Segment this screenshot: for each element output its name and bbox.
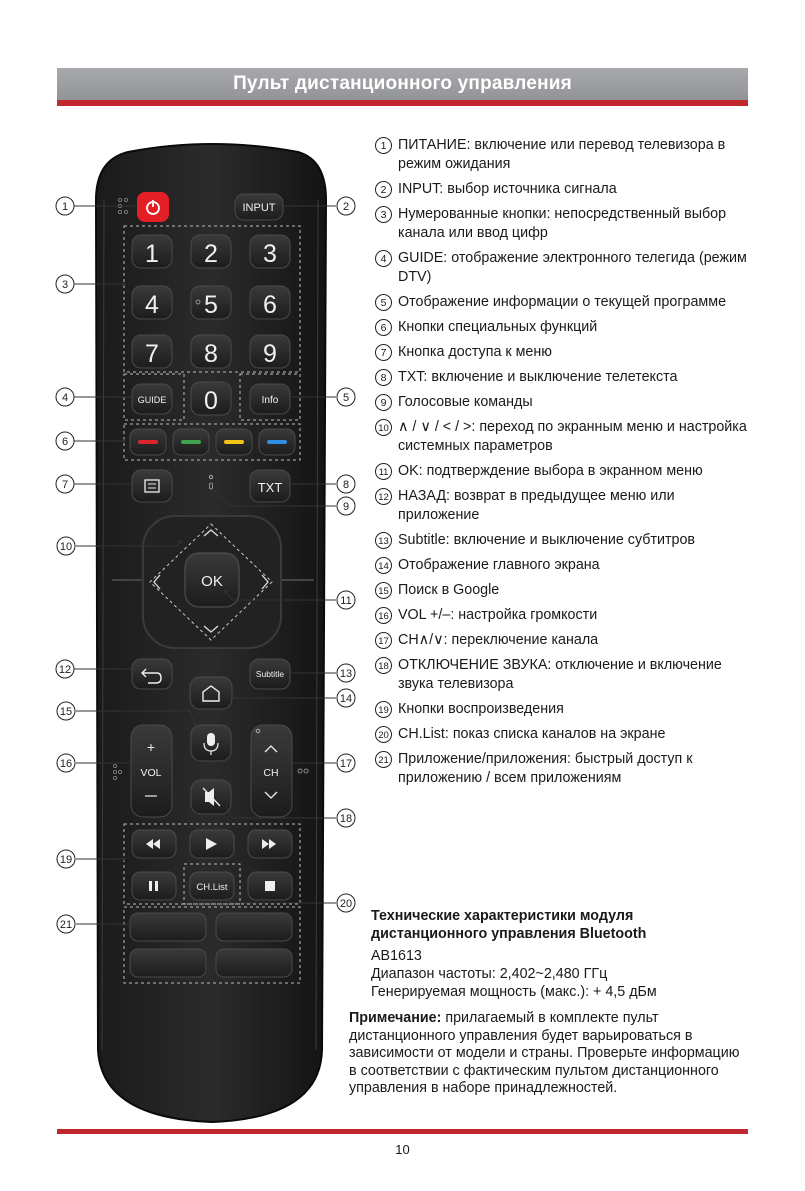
legend-text: НАЗАД: возврат в предыдущее меню или приложение bbox=[398, 488, 675, 523]
legend-item bbox=[375, 750, 755, 788]
guide-label: GUIDE bbox=[137, 395, 167, 405]
svg-text:5: 5 bbox=[342, 392, 350, 404]
legend-text: CH∧/∨: переключение канала bbox=[398, 632, 599, 648]
note-label: Примечание: bbox=[349, 1010, 442, 1026]
legend-item bbox=[375, 462, 755, 481]
page-title: Пульт дистанционного управления bbox=[233, 73, 572, 94]
info-label: Info bbox=[261, 395, 279, 406]
legend-item bbox=[375, 293, 755, 312]
legend-item bbox=[375, 606, 755, 625]
svg-text:+: + bbox=[146, 739, 156, 755]
specs-model: AB1613 bbox=[371, 948, 422, 964]
legend-text: GUIDE: отображение электронного телегида (режим DTV) bbox=[398, 250, 747, 285]
digit-0: 0 bbox=[204, 387, 218, 415]
legend-text: Кнопки воспроизведения bbox=[398, 701, 564, 717]
legend-number: 11 bbox=[375, 463, 392, 480]
legend-text: TXT: включение и выключение телетекста bbox=[398, 369, 678, 385]
legend-number: 9 bbox=[375, 394, 392, 411]
digit-5: 5 bbox=[204, 291, 218, 319]
digit-2: 2 bbox=[204, 240, 218, 268]
legend-number: 13 bbox=[375, 532, 392, 549]
legend-number: 17 bbox=[375, 632, 392, 649]
legend-item bbox=[375, 418, 755, 456]
legend-number: 15 bbox=[375, 582, 392, 599]
legend-item bbox=[375, 180, 755, 199]
legend-number: 7 bbox=[375, 344, 392, 361]
specs-power: Генерируемая мощность (макс.): + 4,5 дБм bbox=[371, 984, 657, 1000]
legend-item bbox=[375, 556, 755, 575]
legend-number: 2 bbox=[375, 181, 392, 198]
svg-text:19: 19 bbox=[59, 854, 73, 866]
svg-text:2: 2 bbox=[342, 201, 350, 213]
legend-item bbox=[375, 531, 755, 550]
legend-text: ПИТАНИЕ: включение или перевод телевизора в режим ожидания bbox=[398, 137, 726, 172]
legend-item bbox=[375, 700, 755, 719]
digit-1: 1 bbox=[145, 240, 159, 268]
digit-3: 3 bbox=[263, 240, 277, 268]
legend-text: Поиск в Google bbox=[398, 582, 500, 598]
legend-number: 14 bbox=[375, 557, 392, 574]
legend-number: 5 bbox=[375, 294, 392, 311]
svg-text:20: 20 bbox=[339, 898, 353, 910]
ch-label: CH bbox=[263, 767, 279, 779]
svg-text:1: 1 bbox=[61, 201, 69, 213]
legend-number: 8 bbox=[375, 369, 392, 386]
svg-text:6: 6 bbox=[61, 436, 69, 448]
legend-item bbox=[375, 343, 755, 362]
svg-text:4: 4 bbox=[61, 392, 69, 404]
note-text: прилагаемый в комплекте пульт дистанционного управления будет варьироваться в зависимости от модели и страны. Проверьте информацию в соответствии с фактическим пультом дистанционного управления в наборе принадлежностей. bbox=[349, 1010, 740, 1096]
legend-number: 19 bbox=[375, 701, 392, 718]
svg-text:15: 15 bbox=[59, 706, 73, 718]
legend-item bbox=[375, 581, 755, 600]
legend-text: OK: подтверждение выбора в экранном меню bbox=[398, 463, 703, 479]
svg-text:10: 10 bbox=[59, 541, 73, 553]
legend-text: Subtitle: включение и выключение субтитров bbox=[398, 532, 696, 548]
legend-text: Нумерованные кнопки: непосредственный выбор канала или ввод цифр bbox=[398, 206, 727, 241]
specs bbox=[371, 907, 751, 1001]
legend-number: 12 bbox=[375, 488, 392, 505]
chlist-label: CH.List bbox=[196, 882, 228, 893]
svg-text:9: 9 bbox=[342, 501, 350, 513]
back-button bbox=[132, 659, 172, 689]
ok-label: OK bbox=[201, 573, 223, 590]
legend-item bbox=[375, 487, 755, 525]
legend-text: Отображение главного экрана bbox=[398, 557, 600, 573]
svg-text:8: 8 bbox=[342, 479, 350, 491]
legend-text: Голосовые команды bbox=[398, 394, 533, 410]
legend-item bbox=[375, 631, 755, 650]
input-label: INPUT bbox=[242, 202, 276, 214]
legend-text: ОТКЛЮЧЕНИЕ ЗВУКА: отключение и включение звука телевизора bbox=[398, 657, 722, 692]
specs-title: Технические характеристики модуля дистанционного управления Bluetooth bbox=[371, 908, 647, 942]
legend-number: 16 bbox=[375, 607, 392, 624]
legend-number: 21 bbox=[375, 751, 392, 768]
note bbox=[349, 1010, 749, 1098]
legend-number: 10 bbox=[375, 419, 392, 436]
legend-item bbox=[375, 725, 755, 744]
legend-text: Кнопка доступа к меню bbox=[398, 344, 552, 360]
legend-item bbox=[375, 205, 755, 243]
legend-item bbox=[375, 136, 755, 174]
digit-9: 9 bbox=[263, 340, 277, 368]
home-button bbox=[190, 677, 232, 709]
svg-text:18: 18 bbox=[339, 813, 353, 825]
digit-7: 7 bbox=[145, 340, 159, 368]
legend-item bbox=[375, 656, 755, 694]
txt-label: TXT bbox=[257, 480, 283, 495]
svg-text:17: 17 bbox=[339, 758, 353, 770]
legend-item bbox=[375, 249, 755, 287]
legend-number: 1 bbox=[375, 137, 392, 154]
legend-text: INPUT: выбор источника сигнала bbox=[398, 181, 617, 197]
svg-text:7: 7 bbox=[61, 479, 69, 491]
legend-number: 18 bbox=[375, 657, 392, 674]
legend-number: 4 bbox=[375, 250, 392, 267]
menu-button bbox=[132, 470, 172, 502]
page-number: 10 bbox=[395, 1142, 410, 1157]
svg-text:11: 11 bbox=[340, 595, 352, 607]
legend-text: ∧ / ∨ / < / >: переход по экранным меню и настройка системных параметров bbox=[398, 419, 747, 454]
svg-text:12: 12 bbox=[58, 664, 72, 676]
legend-text: Приложение/приложения: быстрый доступ к приложению / всем приложениям bbox=[398, 751, 693, 786]
legend-item bbox=[375, 368, 755, 387]
digit-4: 4 bbox=[145, 291, 159, 319]
legend-text: Кнопки специальных функций bbox=[398, 319, 598, 335]
legend-item bbox=[375, 393, 755, 412]
legend-item bbox=[375, 318, 755, 337]
power-button bbox=[137, 192, 169, 222]
digit-8: 8 bbox=[204, 340, 218, 368]
vol-label: VOL bbox=[140, 767, 162, 779]
svg-text:13: 13 bbox=[339, 668, 353, 680]
legend bbox=[375, 136, 755, 794]
legend-number: 6 bbox=[375, 319, 392, 336]
legend-text: Отображение информации о текущей программе bbox=[398, 294, 727, 310]
legend-text: CH.List: показ списка каналов на экране bbox=[398, 726, 666, 742]
legend-number: 20 bbox=[375, 726, 392, 743]
svg-text:21: 21 bbox=[59, 919, 73, 931]
specs-frequency: Диапазон частоты: 2,402~2,480 ГГц bbox=[371, 966, 608, 982]
footer-rule bbox=[57, 1129, 748, 1134]
legend-number: 3 bbox=[375, 206, 392, 223]
svg-text:14: 14 bbox=[339, 693, 353, 705]
subtitle-label: Subtitle bbox=[255, 669, 285, 679]
legend-text: VOL +/–: настройка громкости bbox=[398, 607, 598, 623]
svg-text:16: 16 bbox=[59, 758, 73, 770]
svg-text:3: 3 bbox=[61, 279, 69, 291]
digit-6: 6 bbox=[263, 291, 277, 319]
